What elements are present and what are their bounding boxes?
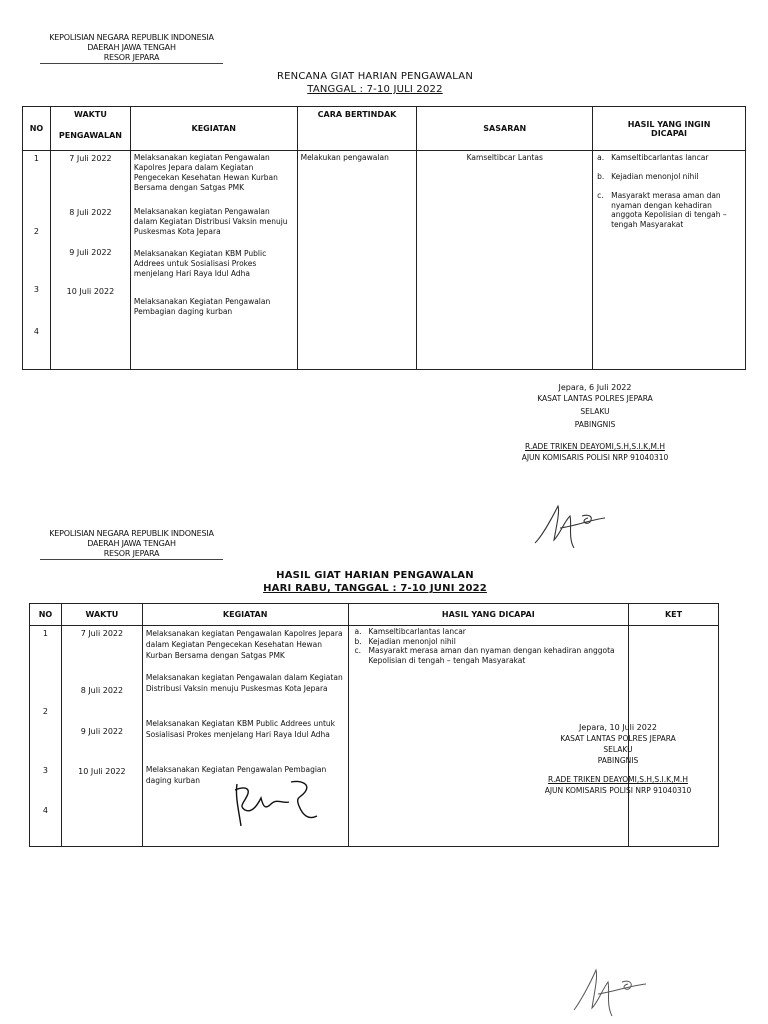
date-entry: 9 Juli 2022 [69,248,112,257]
col-header-sasaran: SASARAN [417,107,593,151]
sign-pabingnis: PABINGNIS [574,420,616,429]
activity-entry: Melaksanakan kegiatan Pengawalan Kapolres Jepara dalam Kegiatan Pengecekan Kesehatan Hewan Kurban Bersama dengan Satgas PMK [133,153,278,192]
sign-place-date: Jepara, 6 Juli 2022 [558,383,632,392]
sign-rank: AJUN KOMISARIS POLISI NRP 91040310 [521,453,669,462]
waktu-cell [50,151,130,370]
activity-entry: Melaksanakan Kegiatan KBM Public Addrees untuk Sosialisasi Prokes menjelang Hari Raya Idul Adha [145,719,336,739]
doc1-subtitle: TANGGAL : 7-10 JULI 2022 [307,84,443,95]
doc2-subtitle: HARI RABU, TANGGAL : 7-10 JUNI 2022 [263,583,487,594]
list-item: a. Kamseltibcarlantas lancar [354,627,466,636]
kegiatan-cell [130,151,297,370]
sign-name: R.ADE TRIKEN DEAYOMI,S.H,S.I.K,M.H [548,775,688,784]
signature-scribble [231,776,321,831]
signature-scribble [530,498,620,553]
activity-entry: Melaksanakan kegiatan Pengawalan dalam Kegiatan Distribusi Vaksin menuju Puskesmas Kota Jepara [133,207,288,236]
letterhead-line: KEPOLISIAN NEGARA REPUBLIK INDONESIA [49,529,214,538]
sign-name: R.ADE TRIKEN DEAYOMI,S.H,S.I.K,M.H [525,442,665,451]
row-number: 2 [33,227,40,236]
list-item: c. Masyarakt merasa aman dan nyaman dengan kehadiran anggota Kepolisian di tengah – tengah Masyarakat [597,191,727,229]
letterhead-line: RESOR JEPARA [103,53,160,62]
row-number: 1 [42,629,49,638]
doc2-letterhead [40,529,223,560]
no-cell [23,151,51,370]
doc2-title-block [200,569,550,595]
col-header-kegiatan: KEGIATAN [142,604,348,626]
date-entry: 8 Juli 2022 [80,686,124,695]
doc2-signature-block [503,722,733,796]
row-number: 3 [33,285,40,294]
doc1-table [22,106,746,370]
letterhead-line: DAERAH JAWA TENGAH [87,539,176,548]
col-header-hasil: HASIL YANG INGIN DICAPAI [593,107,746,151]
col-header-no: NO [30,604,62,626]
activity-entry: Melaksanakan Kegiatan Pengawalan Pembagian daging kurban [145,765,327,785]
row-number: 1 [33,154,40,163]
col-header-hasil: HASIL YANG DICAPAI [348,604,629,626]
doc1-title-block [200,70,550,96]
date-entry: 9 Juli 2022 [80,727,124,736]
col-header-no: NO [23,107,51,151]
hasil-cell [593,151,746,370]
activity-entry: Melaksanakan Kegiatan Pengawalan Pembagian daging kurban [133,297,271,316]
col-header-kegiatan: KEGIATAN [130,107,297,151]
doc1-signature-block [480,382,710,463]
sign-rank: AJUN KOMISARIS POLISI NRP 91040310 [544,786,692,795]
activity-entry: Melaksanakan kegiatan Pengawalan Kapolres Jepara dalam Kegiatan Pengecekan Kesehatan Hewan Kurban Bersama dengan Satgas PMK [145,629,343,660]
col-header-waktu: WAKTU [61,604,142,626]
date-entry: 10 Juli 2022 [66,287,115,296]
list-item: b. Kejadian menonjol nihil [354,636,456,646]
letterhead-rule [40,63,223,64]
col-header-ket: KET [629,604,719,626]
signature-scribble [568,962,658,1020]
letterhead-line: KEPOLISIAN NEGARA REPUBLIK INDONESIA [49,33,214,42]
no-cell [30,626,62,847]
sign-pabingnis: PABINGNIS [597,756,639,765]
col-header-cara: CARA BERTINDAK [297,107,417,151]
sign-role: KASAT LANTAS POLRES JEPARA [560,734,676,743]
hasil-list [593,151,745,231]
letterhead-rule [40,559,223,560]
date-entry: 7 Juli 2022 [69,154,112,163]
sasaran-cell [417,151,593,370]
waktu-cell [61,626,142,847]
activity-entry: Melaksanakan kegiatan Pengawalan dalam Kegiatan Distribusi Vaksin menuju Puskesmas Kota Jepara [145,673,343,693]
cara-text: Melakukan pengawalan [300,153,389,162]
date-entry: 10 Juli 2022 [78,767,126,776]
activity-entry: Melaksanakan Kegiatan KBM Public Addrees untuk Sosialisasi Prokes menjelang Hari Raya Idul Adha [133,249,267,278]
doc2-title: HASIL GIAT HARIAN PENGAWALAN [276,570,474,581]
date-entry: 7 Juli 2022 [80,629,124,638]
doc1-letterhead [40,33,223,64]
cara-cell [297,151,417,370]
hasil-list [349,626,629,665]
col-header-waktu: WAKTU PENGAWALAN [50,107,130,151]
row-number: 2 [42,707,49,716]
sasaran-text: Kamseltibcar Lantas [466,153,543,162]
list-item: b. Kejadian menonjol nihil [597,172,699,181]
doc1-title: RENCANA GIAT HARIAN PENGAWALAN [276,71,474,82]
sign-place-date: Jepara, 10 Juli 2022 [578,723,658,732]
sign-role: KASAT LANTAS POLRES JEPARA [537,394,653,403]
sign-selaku: SELAKU [603,745,633,754]
row-number: 3 [42,766,49,775]
date-entry: 8 Juli 2022 [69,208,112,217]
kegiatan-cell [142,626,348,847]
row-number: 4 [33,327,40,336]
row-number: 4 [42,806,49,815]
list-item: c. Masyarakt merasa aman dan nyaman dengan kehadiran anggota Kepolisian di tengah – tengah Masyarakat [354,646,615,665]
letterhead-line: RESOR JEPARA [103,549,160,558]
list-item: a. Kamseltibcarlantas lancar [597,153,709,162]
sign-selaku: SELAKU [580,407,610,416]
letterhead-line: DAERAH JAWA TENGAH [87,43,176,52]
